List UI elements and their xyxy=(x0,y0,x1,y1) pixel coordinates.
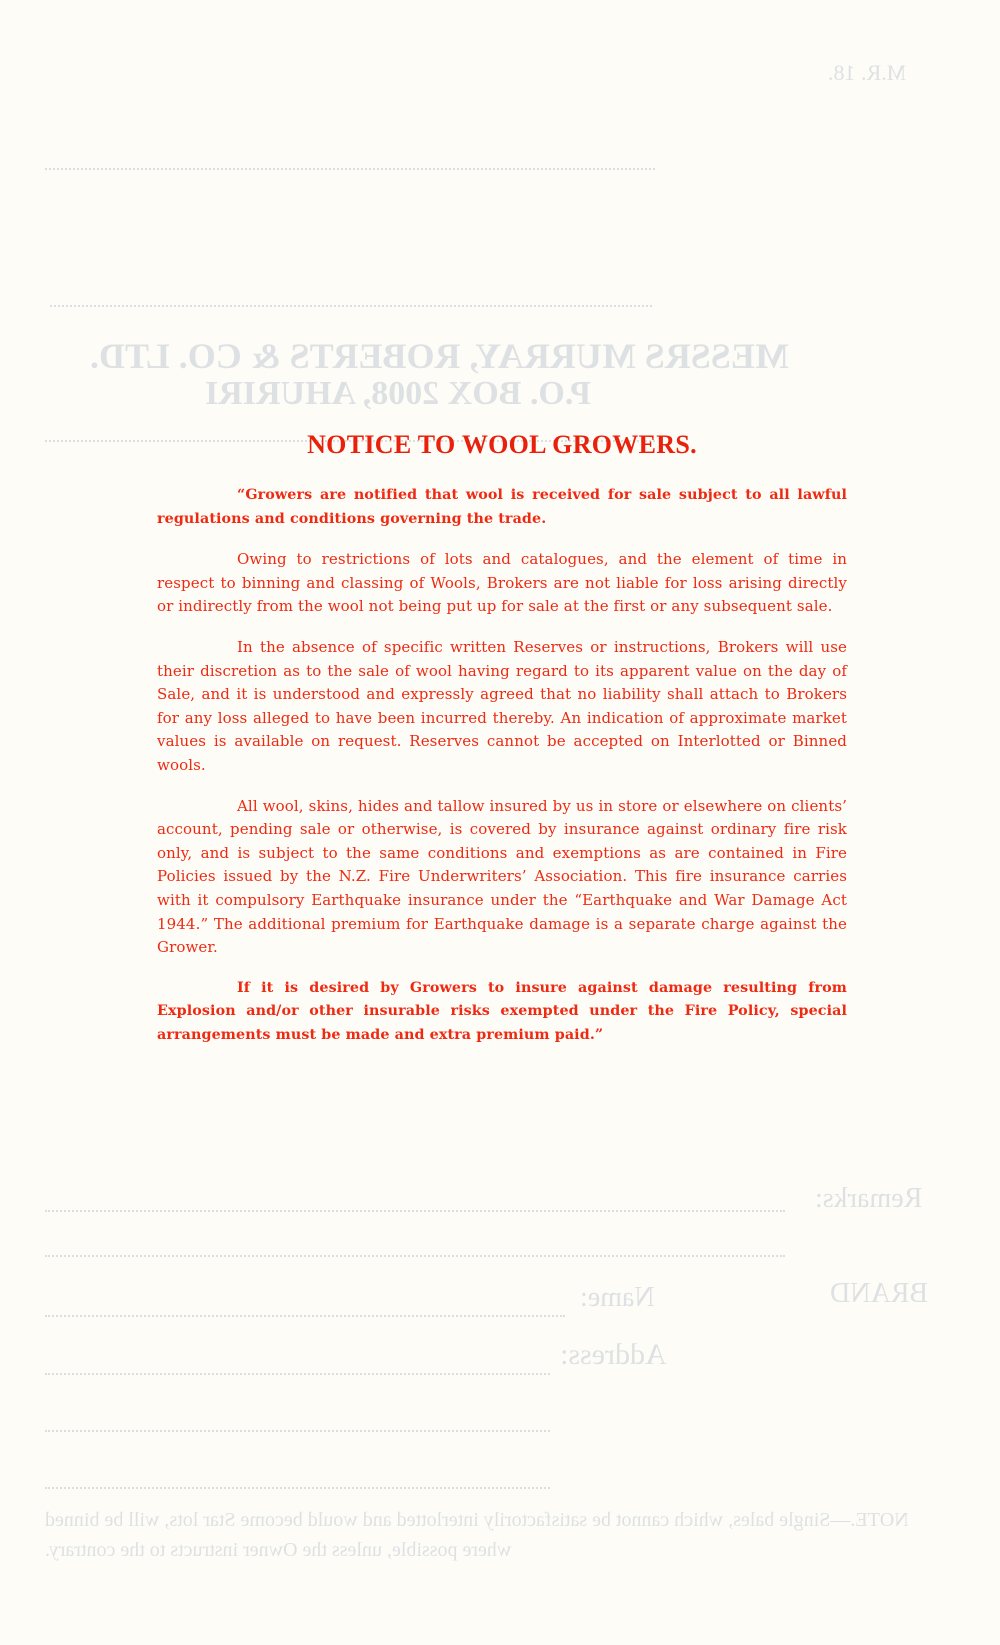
notice-paragraph-4: All wool, skins, hides and tallow insured by us in store or elsewhere on clients’ account, pending sale or otherwise, is covered by insurance against ordinary fire risk only, and is subject to the same conditions and exemptions as are contained in Fire Policies issued by the N.Z. Fire Underwriters’ Association. This fire insurance carries with it compulsory Earthquake insurance under the “Earthquake and War Damage Act 1944.” The additional premium for Earthquake damage is a separate charge against the Grower. xyxy=(157,796,847,957)
show-through-dotted-line xyxy=(45,1430,550,1432)
show-through-dotted-line xyxy=(50,305,652,307)
show-through-dotted-line xyxy=(45,1315,565,1317)
show-through-address-label: Address: xyxy=(560,1338,667,1371)
notice-paragraph-5: If it is desired by Growers to insure against damage resulting from Explosion and/or other insurable risks exempted under the Fire Policy, special arrangements must be made and extra premium paid.” xyxy=(157,979,847,1043)
show-through-dotted-line xyxy=(45,1373,550,1375)
show-through-dotted-line xyxy=(45,1255,785,1257)
show-through-remarks-label: Remarks: xyxy=(815,1183,923,1214)
show-through-brand-label: BRAND xyxy=(830,1278,929,1309)
show-through-addressee-line1: MESSRS MURRAY, ROBERTS & CO. LTD. xyxy=(90,336,789,376)
show-through-form-number: M.R. 18. xyxy=(828,60,907,85)
show-through-dotted-line xyxy=(45,1487,550,1489)
notice-paragraph-3: In the absence of specific written Reserves or instructions, Brokers will use their discretion as to the sale of wool having regard to its apparent value on the day of Sale, and it is understood and expressly agreed that no liability shall attach to Brokers for any loss alleged to have been incurred thereby. An indication of approximate market values is available on request. Reserves cannot be accepted on Interlotted or Binned wools. xyxy=(157,637,847,774)
notice-paragraph-2: Owing to restrictions of lots and catalogues, and the element of time in respect to binning and classing of Wools, Brokers are not liable for loss arising directly or indirectly from the wool not being put up for sale at the first or any subsequent sale. xyxy=(157,550,847,616)
notice-title: NOTICE TO WOOL GROWERS. xyxy=(307,430,697,459)
notice-paragraph-1: “Growers are notified that wool is received for sale subject to all lawful regulations and conditions governing the trade. xyxy=(157,487,847,527)
show-through-addressee-line2: P.O. BOX 2008, AHURIRI xyxy=(205,375,592,412)
show-through-dotted-line xyxy=(45,168,655,170)
show-through-note: NOTE.—Single bales, which cannot be satisfactorily interlotted and would become Star lots, will be binned where possible, unless the Owner instructs to the contrary. xyxy=(45,1509,909,1561)
notice-to-wool-growers xyxy=(157,430,847,1064)
show-through-name-label: Name: xyxy=(580,1282,655,1313)
show-through-dotted-line xyxy=(45,1210,785,1212)
